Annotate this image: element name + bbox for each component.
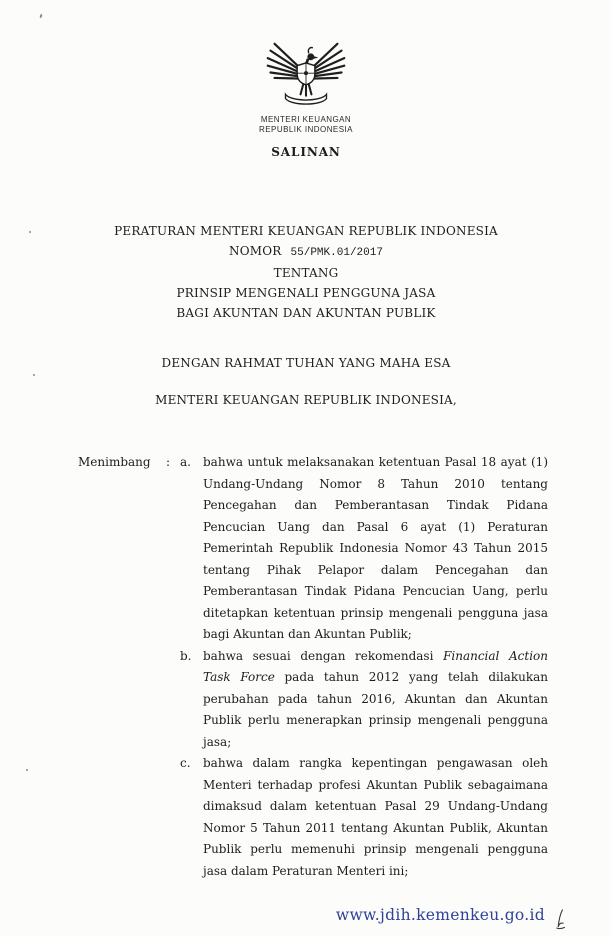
- item-text-segment: pada tahun 2012 yang telah dilakukan perubahan pada tahun 2016, Akuntan dan Akuntan Publik perlu menerapkan prinsip mengenali pengguna jasa;: [203, 670, 548, 749]
- paraf-initial-mark: [554, 908, 568, 930]
- republic-name: REPUBLIK INDONESIA: [259, 125, 353, 134]
- considerations-list: [180, 452, 548, 882]
- item-letter: b.: [180, 648, 192, 663]
- salinan-label: SALINAN: [271, 145, 341, 159]
- ministry-name: MENTERI KEUANGAN: [260, 115, 352, 124]
- nomor-label: NOMOR: [229, 244, 282, 258]
- consideration-item-b: [180, 646, 548, 754]
- subject-line-1: PRINSIP MENGENALI PENGGUNA JASA: [176, 286, 436, 300]
- document-footer: [336, 906, 568, 924]
- considerations-block: [78, 452, 548, 882]
- item-letter: c.: [180, 756, 191, 770]
- nomor-value: 55/PMK.01/2017: [290, 247, 383, 259]
- regulation-title: PERATURAN MENTERI KEUANGAN REPUBLIK INDONESIA: [114, 224, 498, 238]
- item-text: [203, 646, 548, 754]
- letterhead: [0, 0, 612, 159]
- scan-artifact: [29, 231, 31, 233]
- regulation-number-line: [0, 241, 612, 263]
- scan-artifact: [33, 374, 35, 376]
- menimbang-label: Menimbang: [78, 455, 151, 469]
- invocation-line: DENGAN RAHMAT TUHAN YANG MAHA ESA: [161, 356, 451, 370]
- consideration-item-a: [180, 452, 548, 646]
- title-block: [0, 221, 612, 323]
- item-letter: a.: [180, 455, 191, 469]
- item-text-segment: bahwa sesuai dengan rekomendasi: [203, 648, 444, 663]
- subject-line-2: BAGI AKUNTAN DAN AKUNTAN PUBLIK: [176, 306, 436, 320]
- jdih-watermark-url: www.jdih.kemenkeu.go.id: [335, 906, 545, 924]
- authority-line: MENTERI KEUANGAN REPUBLIK INDONESIA,: [155, 393, 457, 407]
- item-text: bahwa dalam rangka kepentingan pengawasan oleh Menteri terhadap profesi Akuntan Publik sebagaimana dimaksud dalam ketentuan Pasal 29 Undang-Undang Nomor 5 Tahun 2011 tentang Akuntan Publik, Akuntan Publik perlu memenuhi prinsip mengenali pengguna jasa dalam Peraturan Menteri ini;: [203, 756, 548, 878]
- menimbang-colon: :: [166, 455, 171, 469]
- consideration-item-c: [180, 753, 548, 882]
- item-text-italic-segment: Financial Action Task Force: [203, 648, 549, 684]
- garuda-pancasila-emblem: [265, 34, 347, 111]
- tentang-label: TENTANG: [273, 266, 339, 280]
- scan-artifact: [26, 769, 28, 771]
- item-text: bahwa untuk melaksanakan ketentuan Pasal 18 ayat (1) Undang-Undang Nomor 8 Tahun 2010 tentang Pencegahan dan Pemberantasan Tindak Pidana Pencucian Uang dan Pasal 6 ayat (1) Peraturan Pemerintah Republik Indonesia Nomor 43 Tahun 2015 tentang Pihak Pelapor dalam Pencegahan dan Pemberantasan Tindak Pidana Pencucian Uang, perlu ditetapkan ketentuan prinsip mengenali pengguna jasa bagi Akuntan dan Akuntan Publik;: [203, 455, 548, 641]
